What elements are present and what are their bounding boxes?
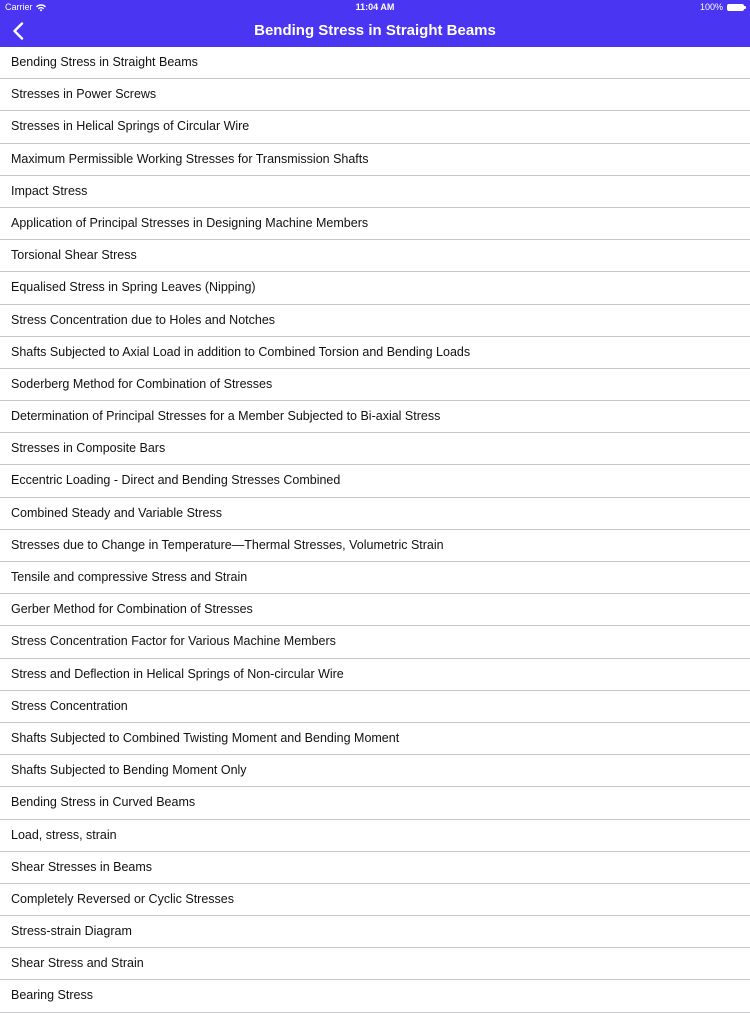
battery-percent: 100%: [699, 2, 723, 12]
list-item[interactable]: Stress Concentration: [0, 691, 750, 723]
list-item[interactable]: Shafts Subjected to Combined Twisting Moment and Bending Moment: [0, 723, 750, 755]
list-item[interactable]: Equalised Stress in Spring Leaves (Nipping): [0, 272, 750, 304]
list-item[interactable]: Impact Stress: [0, 176, 750, 208]
nav-bar: [0, 15, 750, 47]
list-item[interactable]: Shear Stresses in Beams: [0, 852, 750, 884]
header: [0, 0, 750, 47]
list-item[interactable]: Soderberg Method for Combination of Stresses: [0, 369, 750, 401]
list-item[interactable]: Combined Steady and Variable Stress: [0, 498, 750, 530]
list-item[interactable]: Stresses in Helical Springs of Circular Wire: [0, 111, 750, 143]
topic-list: [0, 47, 750, 1013]
list-item[interactable]: Gerber Method for Combination of Stresses: [0, 594, 750, 626]
battery-icon: [727, 4, 744, 11]
list-item[interactable]: Eccentric Loading - Direct and Bending Stresses Combined: [0, 465, 750, 497]
list-item[interactable]: Load, stress, strain: [0, 820, 750, 852]
page-title: Bending Stress in Straight Beams: [254, 22, 496, 39]
status-time: 11:04 AM: [355, 2, 395, 12]
list-item[interactable]: Completely Reversed or Cyclic Stresses: [0, 884, 750, 916]
list-item[interactable]: Torsional Shear Stress: [0, 240, 750, 272]
list-item[interactable]: Stresses in Composite Bars: [0, 433, 750, 465]
status-battery: [700, 0, 744, 15]
list-item[interactable]: Shafts Subjected to Bending Moment Only: [0, 755, 750, 787]
status-bar: [0, 0, 750, 15]
list-item[interactable]: Tensile and compressive Stress and Strain: [0, 562, 750, 594]
list-item[interactable]: Bending Stress in Straight Beams: [0, 47, 750, 79]
list-item[interactable]: Shear Stress and Strain: [0, 948, 750, 980]
list-item[interactable]: Maximum Permissible Working Stresses for Transmission Shafts: [0, 144, 750, 176]
list-item[interactable]: Bearing Stress: [0, 980, 750, 1012]
list-item[interactable]: Stresses due to Change in Temperature—Thermal Stresses, Volumetric Strain: [0, 530, 750, 562]
list-item[interactable]: Stress Concentration Factor for Various Machine Members: [0, 626, 750, 658]
list-item[interactable]: Bending Stress in Curved Beams: [0, 787, 750, 819]
list-item[interactable]: Stress-strain Diagram: [0, 916, 750, 948]
list-item[interactable]: Stresses in Power Screws: [0, 79, 750, 111]
list-item[interactable]: Application of Principal Stresses in Designing Machine Members: [0, 208, 750, 240]
carrier-label: Carrier: [5, 2, 33, 12]
list-item[interactable]: Determination of Principal Stresses for a Member Subjected to Bi-axial Stress: [0, 401, 750, 433]
list-item[interactable]: Stress and Deflection in Helical Springs of Non-circular Wire: [0, 659, 750, 691]
list-item[interactable]: Stress Concentration due to Holes and Notches: [0, 305, 750, 337]
list-item[interactable]: Shafts Subjected to Axial Load in addition to Combined Torsion and Bending Loads: [0, 337, 750, 369]
